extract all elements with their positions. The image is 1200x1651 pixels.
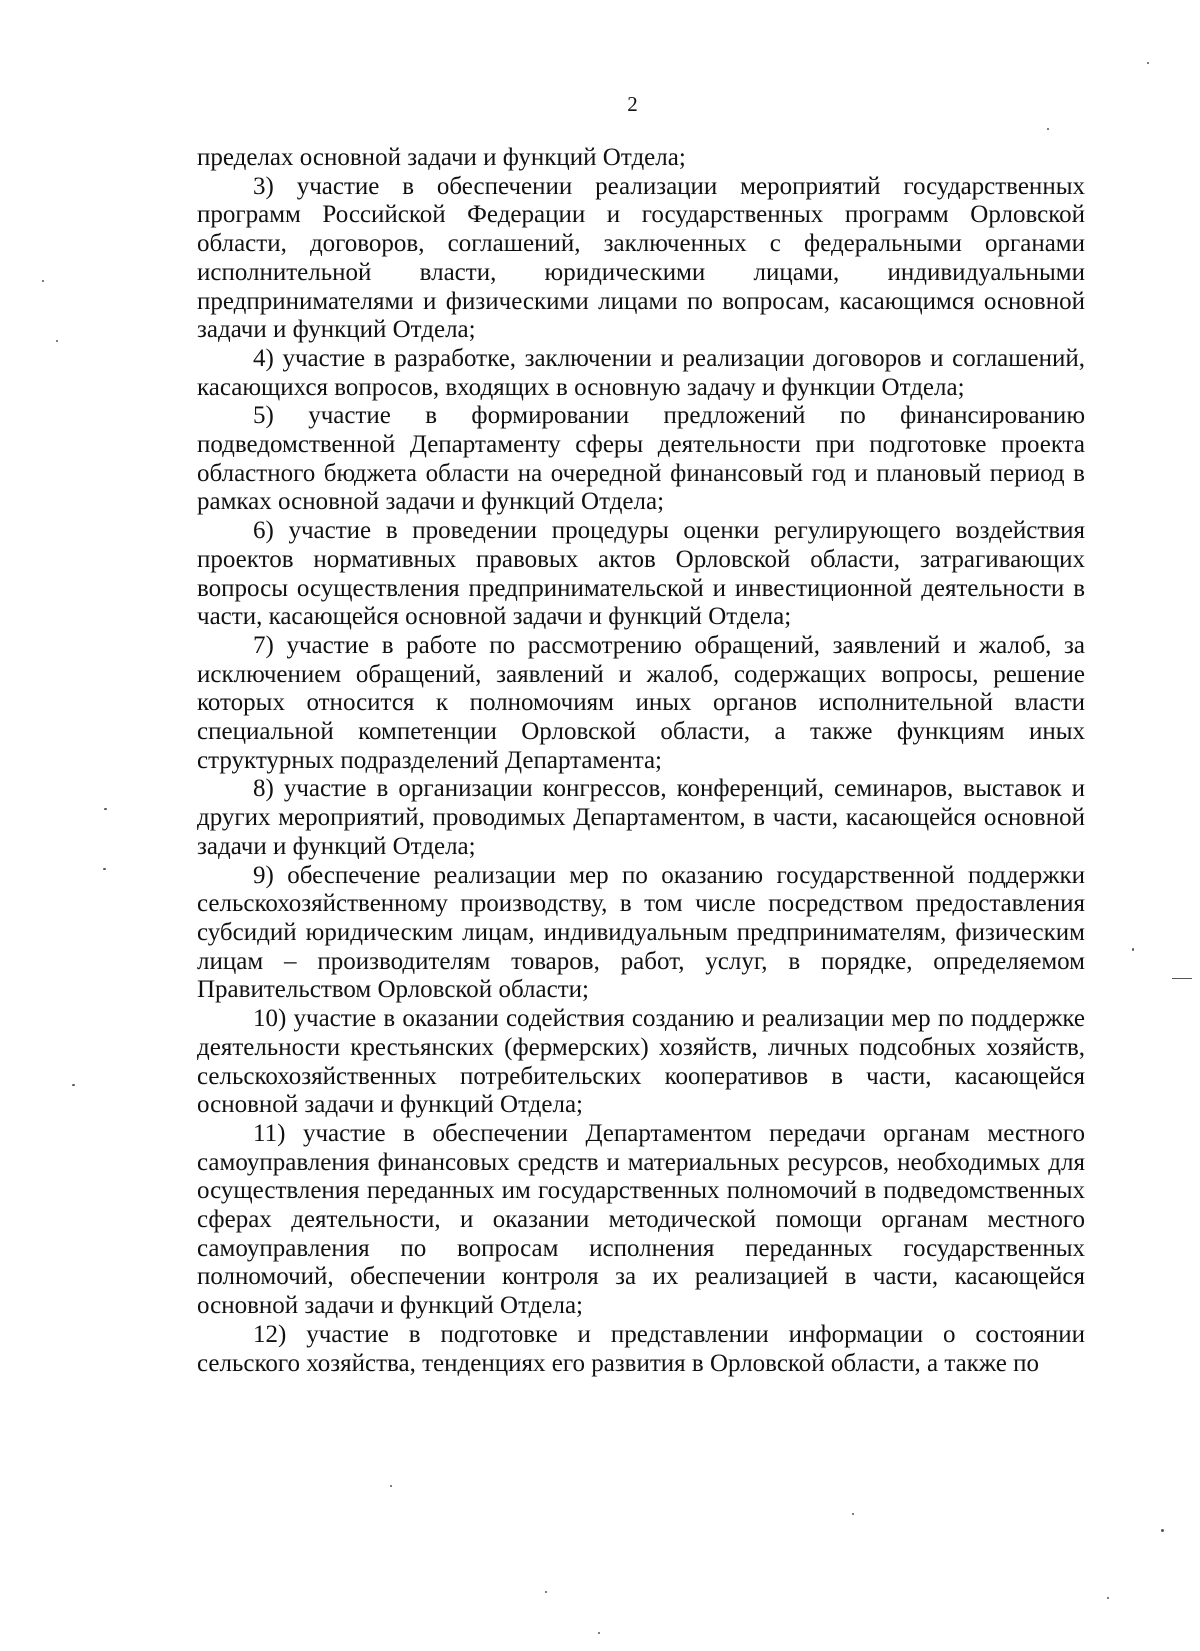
page-number: 2 [627, 92, 638, 116]
scan-speck [1132, 948, 1134, 951]
paragraph-item-7: 7) участие в работе по рассмотрению обращений, заявлений и жалоб, за исключением обращений, заявлений и жалоб, содержащих вопросы, решение которых относится к полномочиям иных органов исполнительной власти специальной компетенции Орловской области, а также функциям иных структурных подразделений Департамента; [197, 631, 1085, 774]
scan-speck [1047, 128, 1049, 130]
paragraph-item-11: 11) участие в обеспечении Департаментом передачи органам местного самоуправления финансовых средств и материальных ресурсов, необходимых для осуществления переданных им государственных полномочий в подведомственных сферах деятельности, и оказании методической помощи органам местного самоуправления по вопросам исполнения переданных государственных полномочий, обеспечении контроля за их реализацией в части, касающейся основной задачи и функций Отдела; [197, 1119, 1085, 1320]
scan-speck [1172, 978, 1192, 979]
scan-speck [104, 808, 107, 810]
scan-speck [1147, 62, 1149, 64]
document-body [197, 144, 1085, 1378]
paragraph-item-8: 8) участие в организации конгрессов, конференций, семинаров, выставок и других мероприятий, проводимых Департаментом, в части, касающейся основной задачи и функций Отдела; [197, 775, 1085, 860]
scan-speck [56, 340, 58, 342]
scan-speck [390, 1485, 392, 1487]
scan-speck [598, 1632, 600, 1634]
paragraph-item-6: 6) участие в проведении процедуры оценки регулирующего воздействия проектов нормативных правовых актов Орловской области, затрагивающих вопросы осуществления предпринимательской и инвестиционной деятельности в части, касающейся основной задачи и функций Отдела; [197, 517, 1085, 631]
scan-speck [1107, 1597, 1109, 1599]
scan-speck [42, 280, 44, 282]
scan-speck [545, 1591, 547, 1593]
paragraph-continuation: пределах основной задачи и функций Отдела; [197, 144, 686, 171]
scan-speck [72, 1084, 75, 1086]
paragraph-item-10: 10) участие в оказании содействия созданию и реализации мер по поддержке деятельности крестьянских (фермерских) хозяйств, личных подсобных хозяйств, сельскохозяйственных потребительских кооперативов в части, касающейся основной задачи и функций Отдела; [197, 1005, 1085, 1119]
paragraph-item-12: 12) участие в подготовке и представлении информации о состоянии сельского хозяйства, тенденциях его развития в Орловской области, а также по [197, 1320, 1085, 1377]
scan-speck [103, 868, 106, 870]
paragraph-item-4: 4) участие в разработке, заключении и реализации договоров и соглашений, касающихся вопросов, входящих в основную задачу и функции Отдела; [197, 344, 1085, 401]
scan-speck [852, 1513, 854, 1515]
paragraph-item-5: 5) участие в формировании предложений по финансированию подведомственной Департаменту сферы деятельности при подготовке проекта областного бюджета области на очередной финансовый год и плановый период в рамках основной задачи и функций Отдела; [197, 402, 1085, 516]
paragraph-item-9: 9) обеспечение реализации мер по оказанию государственной поддержки сельскохозяйственному производству, в том числе посредством предоставления субсидий юридическим лицам, индивидуальным предпринимателям, физическим лицам – производителям товаров, работ, услуг, в порядке, определяемом Правительством Орловской области; [197, 861, 1085, 1004]
scan-speck [1161, 1529, 1164, 1532]
paragraph-item-3: 3) участие в обеспечении реализации мероприятий государственных программ Российской Федерации и государственных программ Орловской области, договоров, соглашений, заключенных с федеральными органами исполнительной власти, юридическими лицами, индивидуальными предпринимателями и физическими лицами по вопросам, касающимся основной задачи и функций Отдела; [197, 172, 1085, 344]
